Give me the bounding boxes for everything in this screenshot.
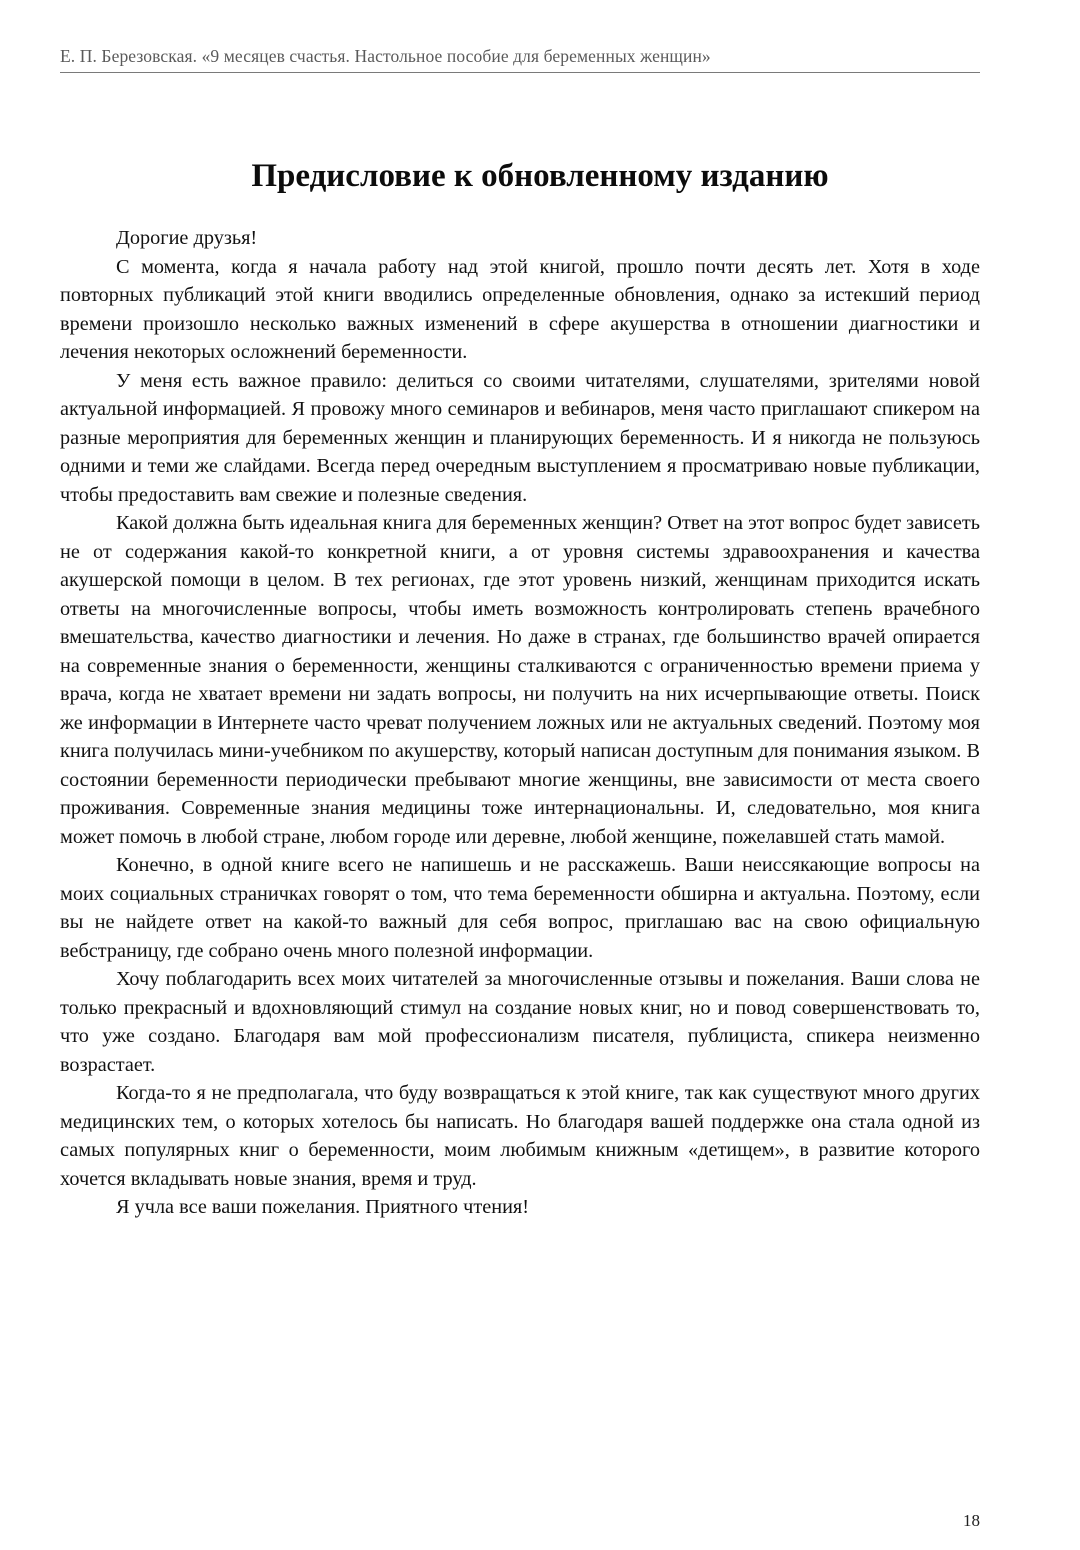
header-rule xyxy=(60,72,980,73)
paragraph: С момента, когда я начала работу над этой книгой, прошло почти десять лет. Хотя в ходе повторных публикаций этой книги вводились определенные обновления, однако за истекший период времени произошло несколько важных изменений в сфере акушерства в отношении диагностики и лечения некоторых осложнений беременности. xyxy=(60,255,980,363)
paragraph: Когда-то я не предполагала, что буду возвращаться к этой книге, так как существуют много других медицинских тем, о которых хотелось бы написать. Но благодаря вашей поддержке она стала одной из самых популярных книг о беременности, моим любимым книжным «детищем», в развитие которого хочется вкладывать новые знания, время и труд. xyxy=(60,1082,980,1190)
paragraph: Хочу поблагодарить всех моих читателей за многочисленные отзывы и пожелания. Ваши слова не только прекрасный и вдохновляющий стимул на создание новых книг, но и повод совершенствовать то, что уже создано. Благодаря вам мой профессионализм писателя, публициста, спикера неизменно возрастает. xyxy=(60,968,980,1076)
running-header: Е. П. Березовская. «9 месяцев счастья. Настольное пособие для беременных женщин» xyxy=(60,46,711,66)
page-number: 18 xyxy=(963,1511,980,1530)
paragraph: Какой должна быть идеальная книга для беременных женщин? Ответ на этот вопрос будет зависеть не от содержания какой-то конкретной книги, а от уровня системы здравоохранения и качества акушерской помощи в целом. В тех регионах, где этот уровень низкий, женщинам приходится искать ответы на многочисленные вопросы, чтобы иметь возможность контролировать степень врачебного вмешательства, качество диагностики и лечения. Но даже в странах, где большинство врачей опирается на современные знания о беременности, женщины сталкиваются с ограниченностью времени приема у врача, когда не хватает времени ни задать вопросы, ни получить на них исчерпывающие ответы. Поиск же информации в Интернете часто чреват получением ложных или не актуальных сведений. Поэтому моя книга получилась мини-учебником по акушерству, который написан доступным для понимания языком. В состоянии беременности периодически пребывают многие женщины, вне зависимости от места своего проживания. Современные знания медицины тоже интернациональны. И, следовательно, моя книга может помочь в любой стране, любом городе или деревне, любой женщине, пожелавшей стать мамой. xyxy=(60,512,980,848)
paragraph: Конечно, в одной книге всего не напишешь и не расскажешь. Ваши неиссякающие вопросы на моих социальных страничках говорят о том, что тема беременности обширна и актуальна. Поэтому, если вы не найдете ответ на какой-то важный для себя вопрос, приглашаю вас на свою официальную вебстраницу, где собрано очень много полезной информации. xyxy=(60,854,980,962)
body-text xyxy=(60,224,980,1222)
chapter-title: Предисловие к обновленному изданию xyxy=(251,158,829,194)
paragraph: У меня есть важное правило: делиться со своими читателями, слушателями, зрителями новой актуальной информацией. Я провожу много семинаров и вебинаров, меня часто приглашают спикером на разные мероприятия для беременных женщин и планирующих беременность. И я никогда не пользуюсь одними и теми же слайдами. Всегда перед очередным выступлением я просматриваю новые публикации, чтобы предоставить вам свежие и полезные сведения. xyxy=(60,369,980,506)
paragraph-greeting: Дорогие друзья! xyxy=(116,227,258,249)
paragraph-closing: Я учла все ваши пожелания. Приятного чтения! xyxy=(116,1196,530,1218)
